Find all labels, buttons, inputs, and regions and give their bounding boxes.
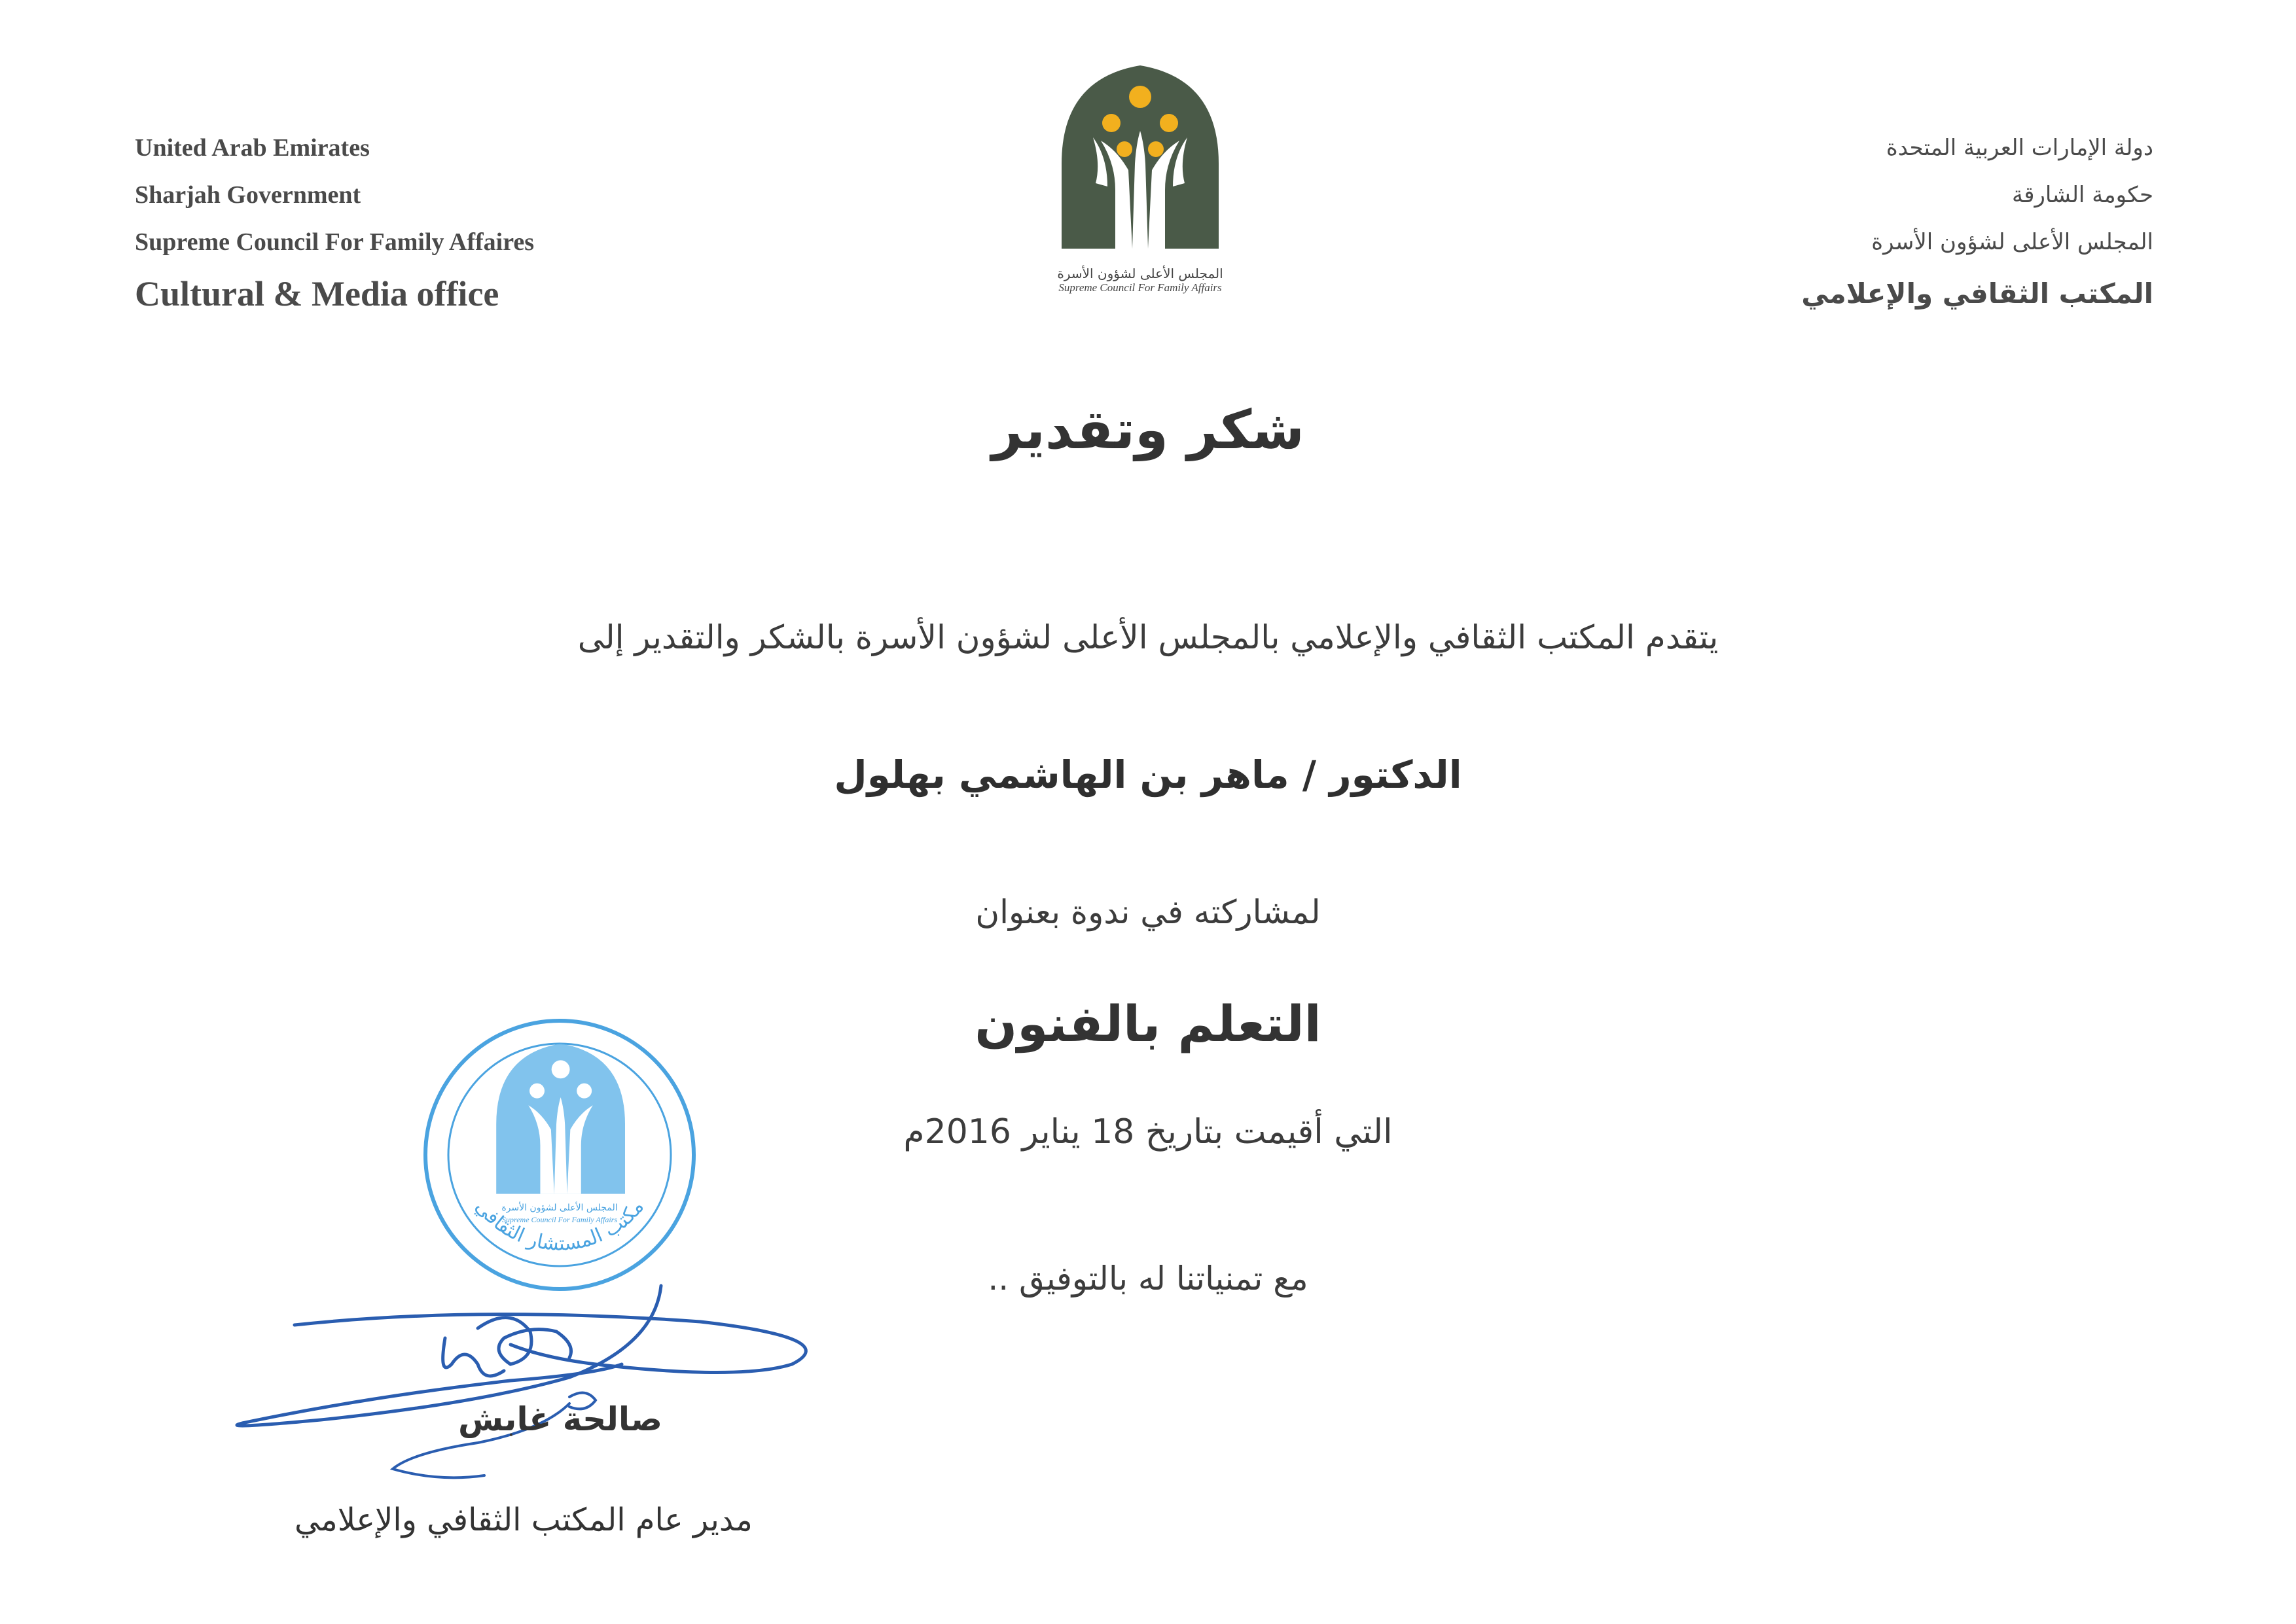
stamp-text: مكتب المستشار الثقافي	[471, 1195, 649, 1256]
logo-caption-ar: المجلس الأعلى لشؤون الأسرة	[1057, 266, 1223, 281]
letterhead-arabic	[1801, 124, 2153, 322]
council-name-ar: المجلس الأعلى لشؤون الأسرة	[1871, 229, 2153, 255]
office-name-en: Cultural & Media office	[135, 274, 499, 313]
signer-name: صالحة غابش	[458, 1400, 663, 1438]
stamp-logo-caption-en: Supreme Council For Family Affairs	[502, 1215, 617, 1224]
signer-title: مدير عام المكتب الثقافي والإعلامي	[295, 1502, 753, 1538]
council-logo-icon	[1055, 65, 1225, 262]
event-date: التي أقيمت بتاريخ 18 يناير 2016م	[903, 1112, 1393, 1152]
country-name-ar: دولة الإمارات العربية المتحدة	[1886, 135, 2153, 161]
office-name-ar: المكتب الثقافي والإعلامي	[1801, 277, 2153, 309]
government-name-ar: حكومة الشارقة	[2011, 182, 2153, 208]
recipient-name: الدكتور / ماهر بن الهاشمي بهلول	[834, 752, 1462, 797]
country-name-en: United Arab Emirates	[135, 134, 370, 162]
stamp-logo-caption-ar: المجلس الأعلى لشؤون الأسرة	[501, 1203, 618, 1213]
event-title: التعلم بالفنون	[975, 995, 1321, 1053]
government-name-en: Sharjah Government	[135, 181, 361, 209]
handwritten-signature-icon	[203, 1266, 857, 1515]
certificate-intro: يتقدم المكتب الثقافي والإعلامي بالمجلس الأعلى لشؤون الأسرة بالشكر والتقدير إلى	[577, 618, 1719, 656]
council-logo	[1055, 65, 1225, 301]
certificate-title: شكر وتقدير	[992, 399, 1304, 461]
participation-text: لمشاركته في ندوة بعنوان	[975, 893, 1321, 931]
logo-caption-en: Supreme Council For Family Affairs	[1058, 281, 1222, 294]
official-stamp-icon	[419, 1014, 700, 1296]
closing-wishes: مع تمنياتنا له بالتوفيق ..	[988, 1260, 1308, 1297]
council-name-en: Supreme Council For Family Affaires	[135, 228, 535, 256]
letterhead-english	[135, 124, 534, 322]
